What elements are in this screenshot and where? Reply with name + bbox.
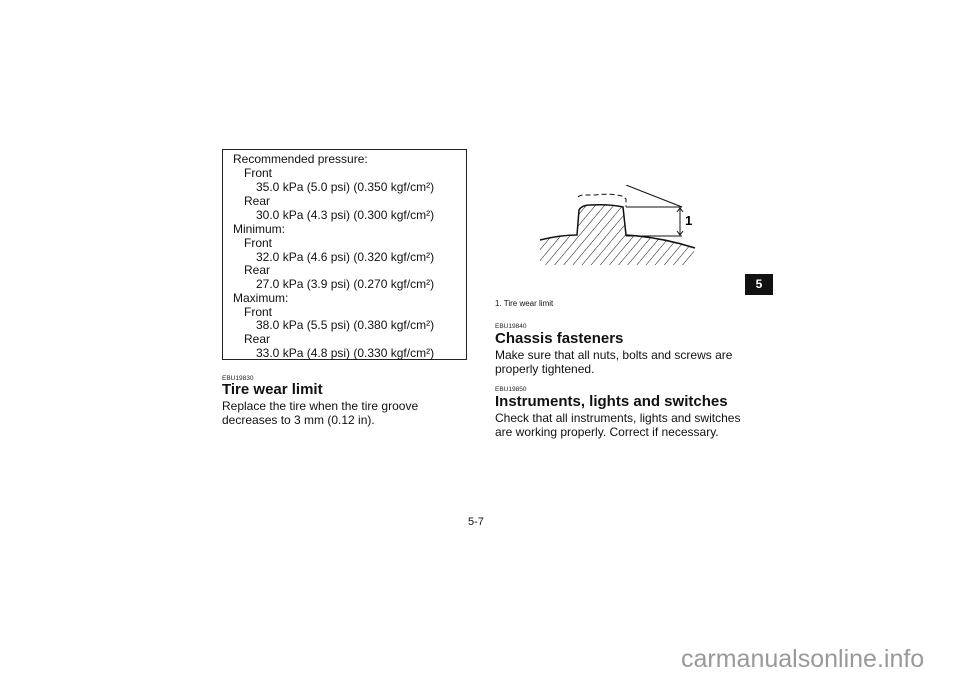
section-body: Replace the tire when the tire groove decreases to 3 mm (0.12 in). [222,399,419,427]
callout-number: 1 [685,213,693,228]
spec-line: Maximum: [233,291,289,305]
spec-line: 38.0 kPa (5.5 psi) (0.380 kgf/cm²) [256,318,435,332]
spec-line: Minimum: [233,222,286,236]
chapter-tab: 5 [745,274,773,295]
spec-line: 33.0 kPa (4.8 psi) (0.330 kgf/cm²) [256,346,435,360]
spec-line: 30.0 kPa (4.3 psi) (0.300 kgf/cm²) [256,208,435,222]
figure-caption: 1. Tire wear limit [495,299,554,308]
spec-line: Front [244,305,273,319]
section-heading: Instruments, lights and switches [495,393,728,410]
watermark: carmanualsonline.info [681,645,925,673]
section-code: EBU19840 [495,323,527,330]
tire-wear-diagram [530,185,700,265]
spec-line: 27.0 kPa (3.9 psi) (0.270 kgf/cm²) [256,277,435,291]
spec-line: Recommended pressure: [233,152,368,166]
spec-line: 32.0 kPa (4.6 psi) (0.320 kgf/cm²) [256,250,435,264]
section-heading: Chassis fasteners [495,330,624,347]
section-code: EBU19830 [222,375,254,382]
section-body: Check that all instruments, lights and switches are working properly. Correct if necessary. [495,411,741,439]
spec-line: Rear [244,263,271,277]
spec-line: 35.0 kPa (5.0 psi) (0.350 kgf/cm²) [256,180,435,194]
page-number: 5-7 [468,516,484,528]
section-body: Make sure that all nuts, bolts and screws are properly tightened. [495,348,733,376]
spec-line: Front [244,166,273,180]
spec-box [222,149,467,360]
section-heading: Tire wear limit [222,381,323,398]
spec-line: Front [244,236,273,250]
spec-line: Rear [244,194,271,208]
spec-line: Rear [244,332,271,346]
section-code: EBU19850 [495,386,527,393]
